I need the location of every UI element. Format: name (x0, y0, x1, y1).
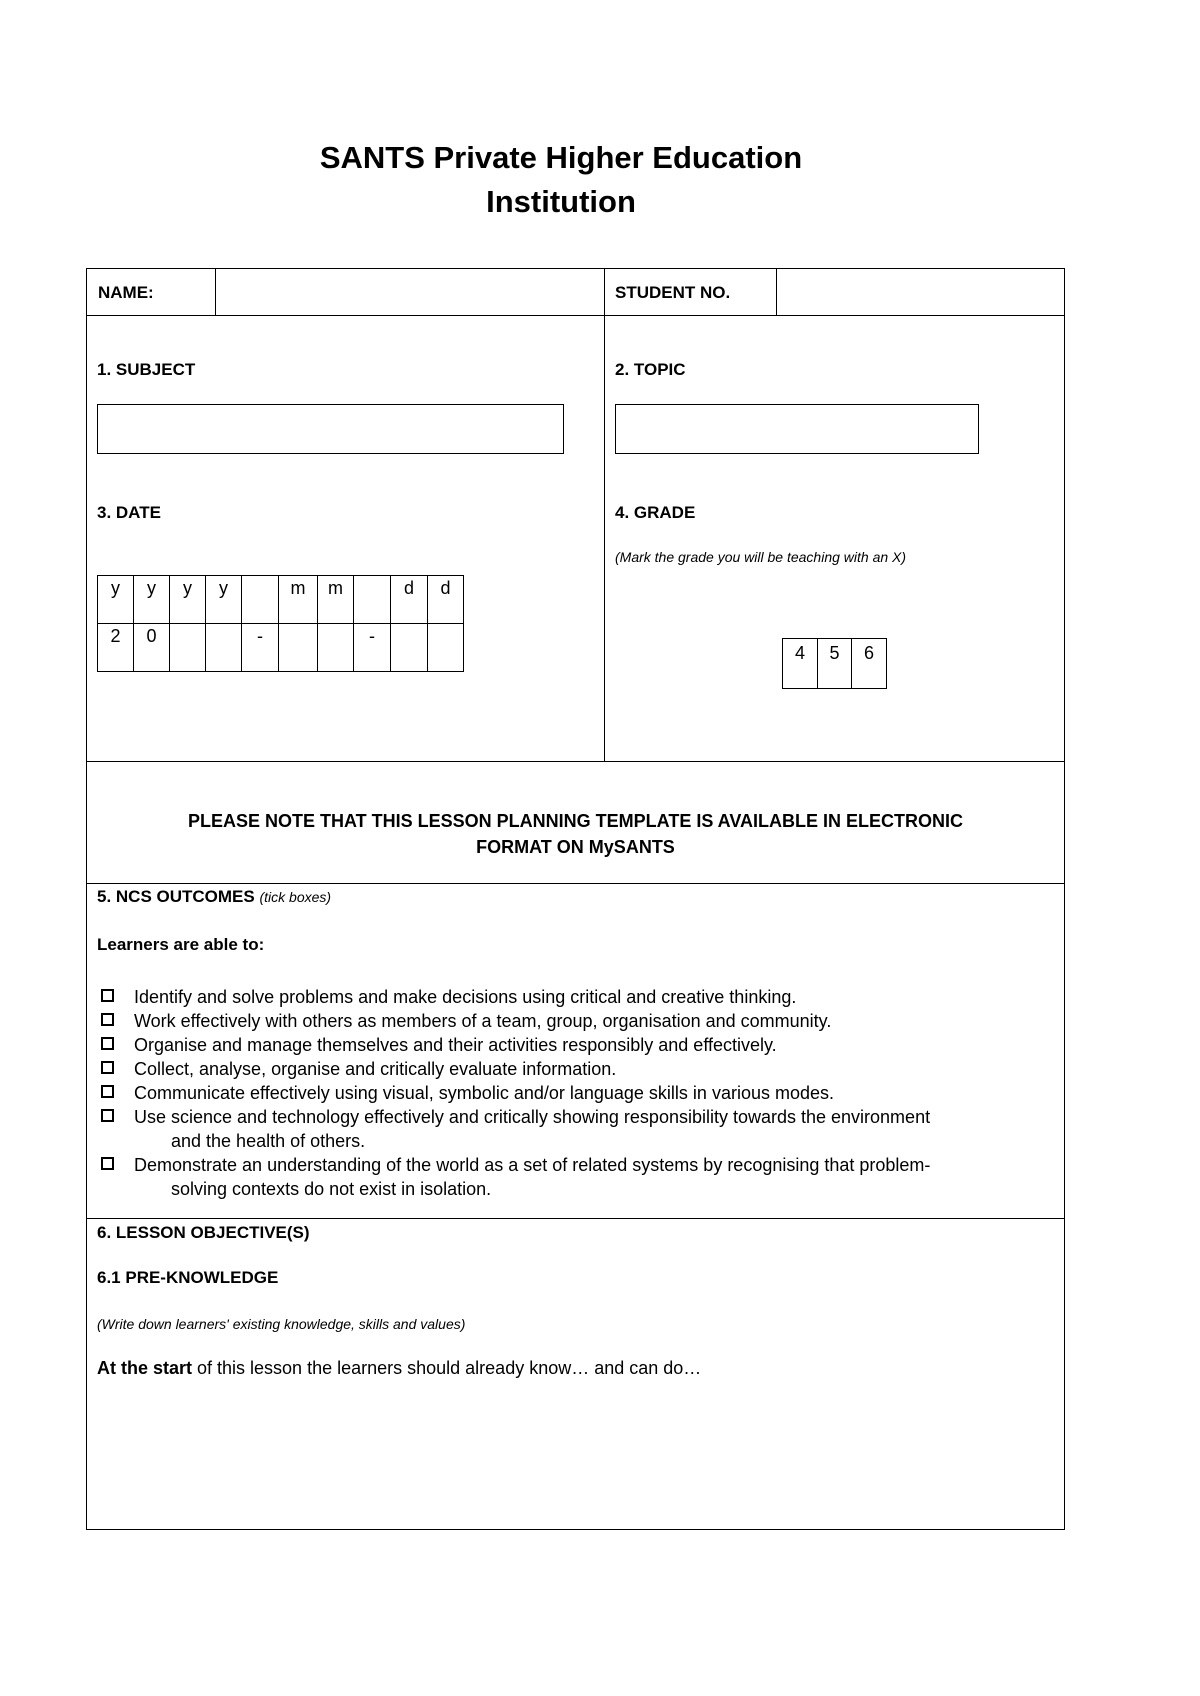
list-item (97, 1057, 1057, 1081)
date-cell: y (98, 576, 134, 624)
grade-option-4[interactable]: 4 (783, 639, 818, 689)
outcome-text: Work effectively with others as members of a team, group, organisation and community. (134, 1011, 832, 1031)
list-item (97, 1153, 1057, 1201)
outcome-text: Organise and manage themselves and their activities responsibly and effectively. (134, 1035, 777, 1055)
grade-option-5[interactable]: 5 (818, 639, 852, 689)
subject-field[interactable] (97, 404, 564, 454)
outcome-checkbox[interactable] (101, 989, 114, 1002)
title-line-1: SANTS Private Higher Education (319, 140, 803, 175)
date-entry-cell[interactable]: 0 (134, 624, 170, 672)
outcome-text: Collect, analyse, organise and critically evaluate information. (134, 1059, 617, 1079)
topic-label: 2. TOPIC (615, 360, 686, 379)
date-cell: d (428, 576, 464, 624)
grade-note: (Mark the grade you will be teaching with an X) (615, 549, 907, 565)
outcome-checkbox[interactable] (101, 1061, 114, 1074)
pre-knowledge-prompt (97, 1358, 701, 1379)
list-item (97, 985, 1057, 1009)
divider-ncs-top (86, 883, 1065, 884)
date-cell (354, 576, 391, 624)
divider-notice-top (86, 761, 1065, 762)
date-cell: d (391, 576, 428, 624)
date-format-row (98, 576, 464, 624)
title-line-2: Institution (486, 184, 636, 219)
ncs-heading (97, 887, 331, 907)
date-cell (242, 576, 279, 624)
outcome-checkbox[interactable] (101, 1109, 114, 1122)
date-entry-row (98, 624, 464, 672)
subject-label: 1. SUBJECT (97, 360, 196, 379)
date-cell: m (279, 576, 318, 624)
outcome-checkbox[interactable] (101, 1085, 114, 1098)
date-entry-cell[interactable]: - (354, 624, 391, 672)
ncs-intro: Learners are able to: (97, 935, 265, 954)
lesson-objectives-heading: 6. LESSON OBJECTIVE(S) (97, 1223, 310, 1242)
outcome-checkbox[interactable] (101, 1157, 114, 1170)
list-item (97, 1033, 1057, 1057)
date-entry-cell[interactable]: 2 (98, 624, 134, 672)
divider-name-label (215, 268, 216, 315)
student-no-field[interactable] (778, 270, 1063, 314)
notice-line-2: FORMAT ON MySANTS (476, 837, 675, 857)
date-entry-cell[interactable] (206, 624, 242, 672)
date-entry-cell[interactable] (391, 624, 428, 672)
name-field[interactable] (217, 270, 603, 314)
outcome-text-continued: solving contexts do not exist in isolation. (171, 1179, 492, 1199)
ncs-heading-text: 5. NCS OUTCOMES (97, 887, 255, 906)
prompt-bold: At the start (97, 1358, 193, 1378)
outcome-text: Demonstrate an understanding of the world as a set of related systems by recognising that problem- (134, 1155, 931, 1175)
pre-knowledge-heading: 6.1 PRE-KNOWLEDGE (97, 1268, 279, 1287)
date-entry-cell[interactable] (318, 624, 354, 672)
outcome-text: Identify and solve problems and make decisions using critical and creative thinking. (134, 987, 797, 1007)
pre-knowledge-note: (Write down learners' existing knowledge, skills and values) (97, 1316, 466, 1332)
outcome-text: Use science and technology effectively and critically showing responsibility towards the environment (134, 1107, 931, 1127)
grade-label: 4. GRADE (615, 503, 696, 522)
grade-option-6[interactable]: 6 (852, 639, 887, 689)
date-cell: y (134, 576, 170, 624)
date-entry-cell[interactable] (428, 624, 464, 672)
topic-field[interactable] (615, 404, 979, 454)
ncs-heading-note: (tick boxes) (259, 889, 332, 905)
date-label: 3. DATE (97, 503, 161, 522)
date-cell: y (170, 576, 206, 624)
divider-middle (604, 268, 605, 761)
ncs-outcome-list (97, 985, 1057, 1201)
date-entry-cell[interactable]: - (242, 624, 279, 672)
divider-lesson-top (86, 1218, 1065, 1219)
name-label: NAME: (98, 283, 154, 302)
divider-header (86, 315, 1065, 316)
date-cell: y (206, 576, 242, 624)
list-item (97, 1081, 1057, 1105)
outcome-text-continued: and the health of others. (171, 1131, 366, 1151)
outcome-checkbox[interactable] (101, 1013, 114, 1026)
document-title (0, 136, 1122, 224)
notice-line-1: PLEASE NOTE THAT THIS LESSON PLANNING TEMPLATE IS AVAILABLE IN ELECTRONIC (187, 811, 964, 831)
electronic-format-notice (86, 808, 1065, 860)
date-cell: m (318, 576, 354, 624)
pre-knowledge-answer-area[interactable] (88, 1390, 1063, 1528)
list-item (97, 1105, 1057, 1153)
divider-student-label (776, 268, 777, 315)
date-entry-cell[interactable] (170, 624, 206, 672)
date-entry-cell[interactable] (279, 624, 318, 672)
prompt-rest: of this lesson the learners should already know… and can do… (192, 1358, 702, 1378)
outcome-text: Communicate effectively using visual, symbolic and/or language skills in various modes. (134, 1083, 834, 1103)
student-no-label: STUDENT NO. (615, 283, 731, 302)
grade-grid (782, 638, 887, 689)
outcome-checkbox[interactable] (101, 1037, 114, 1050)
list-item (97, 1009, 1057, 1033)
date-grid (97, 575, 464, 672)
